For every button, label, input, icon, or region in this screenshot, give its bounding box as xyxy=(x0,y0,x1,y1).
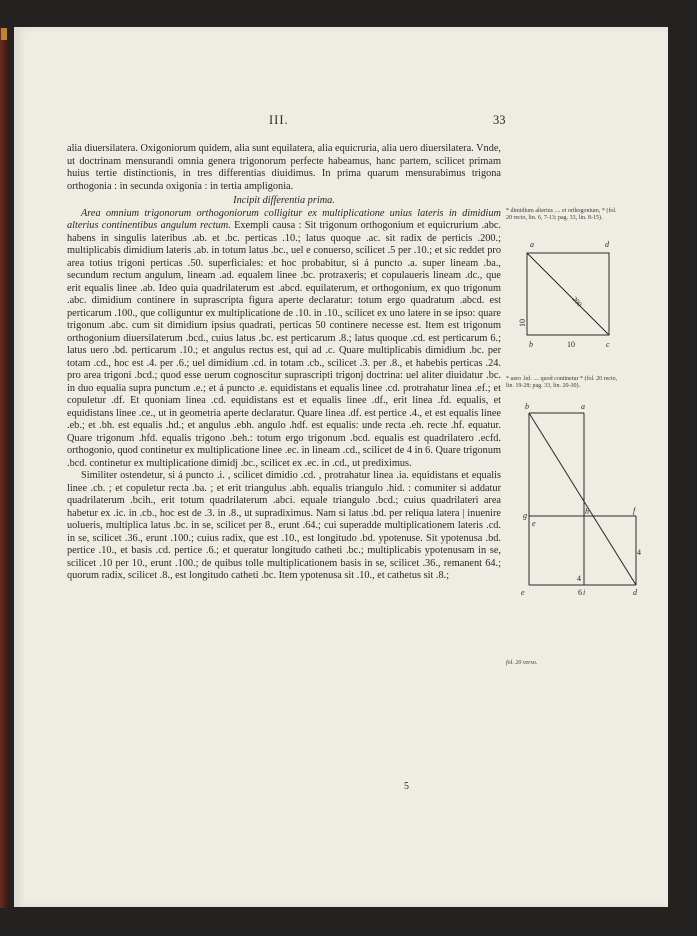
margin-note-2: * uero .bd. .... quod continetur * (fol. 20 recto, lin. 19-28; pag. 33, lin. 20-30). xyxy=(506,376,618,389)
label-e-lower: e xyxy=(521,588,525,597)
figure-square-diagonal xyxy=(499,235,629,360)
book-page xyxy=(14,27,668,907)
page-number: 33 xyxy=(493,113,506,127)
label-side-bottom: 10 xyxy=(567,340,575,349)
label-d: d xyxy=(633,588,637,597)
margin-note-1: * dimidium alterius .... et orthogonium, * (fol. 20 recto, lin. 6, 7-13; pag. 33, lin. 8-15). xyxy=(506,208,617,221)
label-4-right: 4 xyxy=(637,548,641,557)
label-c: c xyxy=(606,340,610,349)
running-header xyxy=(14,113,668,127)
paragraph-3: Similiter ostendetur, si á puncto .i. , scilicet dimidio .cd. , protrahatur linea .ia. equidistans et equalis linee .cb. ; et copuletur recta .ba. ; et erit triangulus .abh. equalis triangulo .hid. : comuniter si addatur quadrilaterum .bcih., erit totum quadrilaterum .abci. equale triangulo .bcd.; cuius quadrilateri area habetur ex .ic. in .cb., hoc est de .3. in .8., ut supradiximus. Nam si latus .bd. per reliqua latera | inuenire uolueris, multiplica latus .bc. in se, scilicet per 8., erunt .64.; cui superadde multiplicationem lateris .cd. in se, scilicet .36., erunt .100.; cuius radix, que est .10., est longitudo .bd. ypotenuse. Sit ypotenusa .bd. pertice .10., et basis .cd. pertice .6.; et queratur longitudo catheti .bc.; multiplicabis ypotenusam in se, scilicet .10 per 10., erunt .100.; de quibus tolle multiplicationem basis in se, scilicet .36., remanent 64.; quorum radix, scilicet .8., est longitudo catheti .bc. Item ypotenusa sit .10., et cathetus sit .8.; xyxy=(67,470,501,581)
section-title: Incipit differentia prima. xyxy=(233,195,335,206)
label-6: 6 xyxy=(578,588,582,597)
folio-heading: III. xyxy=(269,113,289,127)
margin-note-3: fol. 20 verso. xyxy=(506,660,538,666)
main-text xyxy=(67,143,501,583)
label-b: b xyxy=(529,340,533,349)
label-g: g xyxy=(523,511,527,520)
label-diagonal: 200 xyxy=(570,295,584,309)
figure-triangle-construction xyxy=(499,397,639,602)
label-i: i xyxy=(583,588,586,597)
paragraph-2-body: Exempli causa : Sit trigonum orthogonium et equicrurium .abc. habens in singulis lateribus .ab. et .bc. perticas .10.; latus quoque .ac. sit radix de perticis .200.; multiplicabis dimidium lateris .ab. in totum latus .bc., uel e conuerso, scilicet .5 per .10.; et sic reddet pro area totius trigoni perticas .50. superficiales: et hoc probabitur, si á puncto .a. super lineam .ba., secundum rectum angulum, lineam .ad. equalem linee .bc. protraxeris; et copulaueris lineam .dc., que erit equalis linee .ab. Ideo quia quadrilaterum est .abcd. equilaterum, et orthogonium, ex quo trigonum .abc. dimidium continere in suprascripta figura aperte declaratur: totum ergo quadratum .abcd. est perticarum .100., que colliguntur ex multiplicatione de .10. in .10., scilicet ex uno latere in se ipso: quare trigonum .abc. cum sit dimidium ipsius quadrati, perticas 50 continere necesse est. Item est trigonum orthogonium diuersilaterum .bcd., cuius latus .bc. est perticarum .8.; latus quoque .cd. est perticarum 6.; latus uero .bd. perticarum .10.; et angulus rectus est, qui ad .c. Quare multiplicabis dimidium .bc. per totam .cd., hoc est .4. per .6.; uel dimidium .cd. in totam .cb., scilicet .3. per .8., et habebis perticas .24. pro area trigoni .bcd.; quod esse uerum cognoscitur suprascripti trigonj doctrina: uel aliter diuidatur .bc. in duo equalia supra punctum .e.; et á puncto .e. equidistans et equalis linee .cd. protrahatur linea .ef.; et copuletur .df. Et quoniam linea .cd. equidistans est et equalis linee .df., erit linea .fd. equalis, et equidistans linee .ce., ut in geometria aperte declaratur. Quare linea .df. est pertice .4., et est equalis linee .eb.; et .bh. est equalis .hd.; et angulus .ebh. angulo .hdf. est equalis: unde recta .eh. recte .hf. equatur. Quare trigonum .hfd. equalis trigono .beh.: totum ergo trigonum .bcd. equalis est quadrilatero .ecfd. orthogonio, quod continetur ex multiplicatione linee .ec. in lineam .cd., scilicet de 4 in 6. Quare trigonum .bcd. continetur ex multiplicatione dimidj .bc., scilicet ex .ec. in .cd., ut prediximus. xyxy=(67,220,501,469)
label-side-left: 10 xyxy=(518,319,527,327)
theorem-statement: Area omnium trigonorum orthogoniorum colligitur ex multiplicatione unius lateris in dimidium alterius continentibus angulum rectum. xyxy=(67,207,501,231)
label-f: f xyxy=(633,506,636,515)
label-d: d xyxy=(605,240,609,249)
label-b: b xyxy=(525,402,529,411)
book-spine-edge xyxy=(0,28,9,908)
paragraph-1: alia diuersilatera. Oxigoniorum quidem, alia sunt equilatera, alia equicruria, alia uero diuersilatera. Vnde, ut doctrinam mensurandi omnia genera trigonorum perfecte habeamus, hanc partem, scilicet primam huius tertie distinctionis, in tres differentias diuidimus. In prima quarum mensurabimus trigona orthogonia : in secunda oxigonia : in tertia ampligonia. xyxy=(67,143,501,192)
label-e: e xyxy=(532,519,536,528)
label-a: a xyxy=(530,240,534,249)
label-4-inner: 4 xyxy=(577,574,581,583)
bookmark-tab xyxy=(1,28,7,40)
signature-mark: 5 xyxy=(404,781,409,792)
label-a: a xyxy=(581,402,585,411)
paragraph-2 xyxy=(67,208,501,471)
label-h: h xyxy=(585,507,589,516)
line-bd xyxy=(529,413,636,585)
diagonal-ac xyxy=(527,253,609,335)
